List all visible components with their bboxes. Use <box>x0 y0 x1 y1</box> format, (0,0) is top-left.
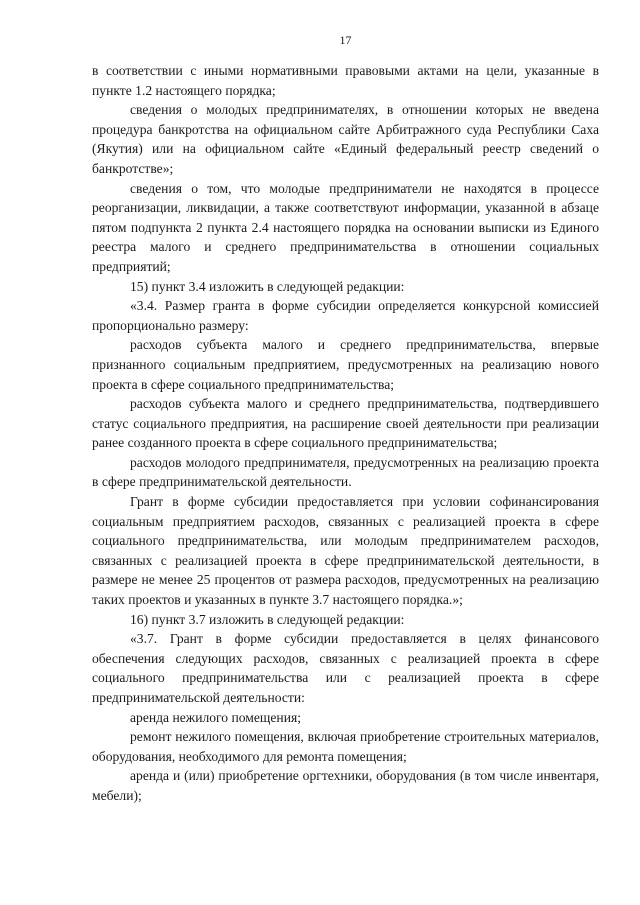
paragraph: 16) пункт 3.7 изложить в следующей редакции: <box>130 611 405 627</box>
document-body <box>92 61 599 806</box>
paragraph: аренда и (или) приобретение оргтехники, оборудования (в том числе инвентаря, мебели); <box>92 768 599 803</box>
paragraph: 15) пункт 3.4 изложить в следующей редакции: <box>130 278 405 294</box>
paragraph: ремонт нежилого помещения, включая приобретение строительных материалов, оборудования, необходимого для ремонта помещения; <box>92 729 599 764</box>
paragraph: расходов субъекта малого и среднего предпринимательства, подтвердившего статус социального предприятия, на расширение своей деятельности при реализации ранее созданного проекта в сфере социального предпринимательства; <box>92 396 599 451</box>
paragraph: расходов субъекта малого и среднего предпринимательства, впервые признанного социальным предприятием, предусмотренных на реализацию нового проекта в сфере социального предпринимательства; <box>92 337 599 392</box>
paragraph: в соответствии с иными нормативными правовыми актами на цели, указанные в пункте 1.2 настоящего порядка; <box>92 63 599 98</box>
paragraph: аренда нежилого помещения; <box>130 709 302 725</box>
page-number: 17 <box>339 33 352 47</box>
paragraph: сведения о молодых предпринимателях, в отношении которых не введена процедура банкротства на официальном сайте Арбитражного суда Республики Саха (Якутия) или на официальном сайте «Единый федеральный реестр сведений о банкротстве»; <box>92 102 599 176</box>
paragraph: «3.7. Грант в форме субсидии предоставляется в целях финансового обеспечения следующих расходов, связанных с реализацией проекта в сфере социального предпринимательства или с реализацией проекта в сфере предпринимательской деятельности: <box>92 631 599 705</box>
paragraph: «3.4. Размер гранта в форме субсидии определяется конкурсной комиссией пропорционально размеру: <box>92 298 599 333</box>
paragraph: расходов молодого предпринимателя, предусмотренных на реализацию проекта в сфере предпринимательской деятельности. <box>92 454 599 490</box>
paragraph: Грант в форме субсидии предоставляется при условии софинансирования социальным предприятием расходов, связанных с реализацией проекта в сфере социального предпринимательства, или молодым предпринимателем расходов, связанных с реализацией проекта в сфере предпринимательской деятельности, в размере не менее 25 процентов от размера расходов, предусмотренных на реализацию таких проектов и указанных в пункте 3.7 настоящего порядка.»; <box>92 494 599 608</box>
paragraph: сведения о том, что молодые предприниматели не находятся в процессе реорганизации, ликвидации, а также соответствуют информации, указанной в абзаце пятом подпункта 2 пункта 2.4 настоящего порядка на основании выписки из Единого реестра малого и среднего предпринимательства в отношении социальных предприятий; <box>92 180 599 274</box>
document-page <box>92 0 599 806</box>
